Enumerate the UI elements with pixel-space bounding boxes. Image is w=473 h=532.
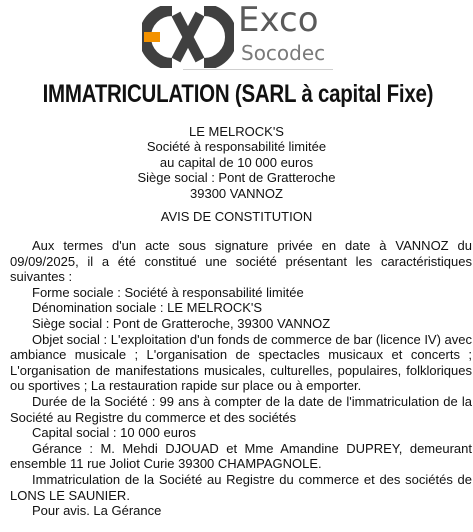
paragraph-duree: Durée de la Société : 99 ans à compter de la date de l'immatriculation de la Société au Registre du commerce et des sociétés — [10, 393, 472, 425]
paragraph-gerance: Gérance : M. Mehdi DJOUAD et Mme Amandine DUPREY, demeurant ensemble 11 rue Joliot Curie 39300 CHAMPAGNOLE. — [10, 440, 472, 472]
exco-socodec-logo — [142, 0, 342, 68]
company-name: LE MELROCK'S — [189, 124, 284, 139]
logo-brand-text: Exco — [238, 0, 319, 40]
company-address: Siège social : Pont de Gratteroche — [137, 170, 336, 186]
paragraph-signature: Pour avis. La Gérance — [32, 503, 162, 519]
paragraph-siege-social: Siège social : Pont de Gratteroche, 39300 VANNOZ — [32, 315, 331, 331]
paragraph-objet-social: Objet social : L'exploitation d'un fonds de commerce de bar (licence IV) avec ambiance musicale ; L'organisation de spectacles musicaux et concerts ; L'organisation de manifestations musicales, culturelles, populaires, folkloriques ou sportives ; La restauration rapide sur place ou à emporter. — [10, 331, 472, 394]
logo-subbrand-text: Socodec — [241, 41, 326, 65]
paragraph-denomination: Dénomination sociale : LE MELROCK'S — [32, 300, 263, 316]
notice-type: AVIS DE CONSTITUTION — [160, 209, 313, 224]
company-city: 39300 VANNOZ — [190, 185, 283, 201]
company-form: Société à responsabilité limitée — [146, 139, 327, 155]
exco-logo-mark-icon — [142, 6, 234, 68]
company-header — [0, 124, 473, 201]
paragraph-capital: Capital social : 10 000 euros — [32, 425, 197, 441]
notice-title: IMMATRICULATION (SARL à capital Fixe) — [42, 80, 434, 108]
paragraph-forme-sociale: Forme sociale : Société à responsabilité limitée — [32, 284, 304, 300]
paragraph-immatriculation: Immatriculation de la Société au Registre du commerce et des sociétés de LONS LE SAUNIER. — [10, 471, 472, 503]
logo-divider — [183, 69, 333, 70]
notice-body — [10, 238, 472, 519]
paragraph-intro: Aux termes d'un acte sous signature privée en date à VANNOZ du 09/09/2025, il a été constitué une société présentant les caractéristiques suivantes : — [10, 238, 472, 285]
company-capital: au capital de 10 000 euros — [159, 154, 314, 170]
